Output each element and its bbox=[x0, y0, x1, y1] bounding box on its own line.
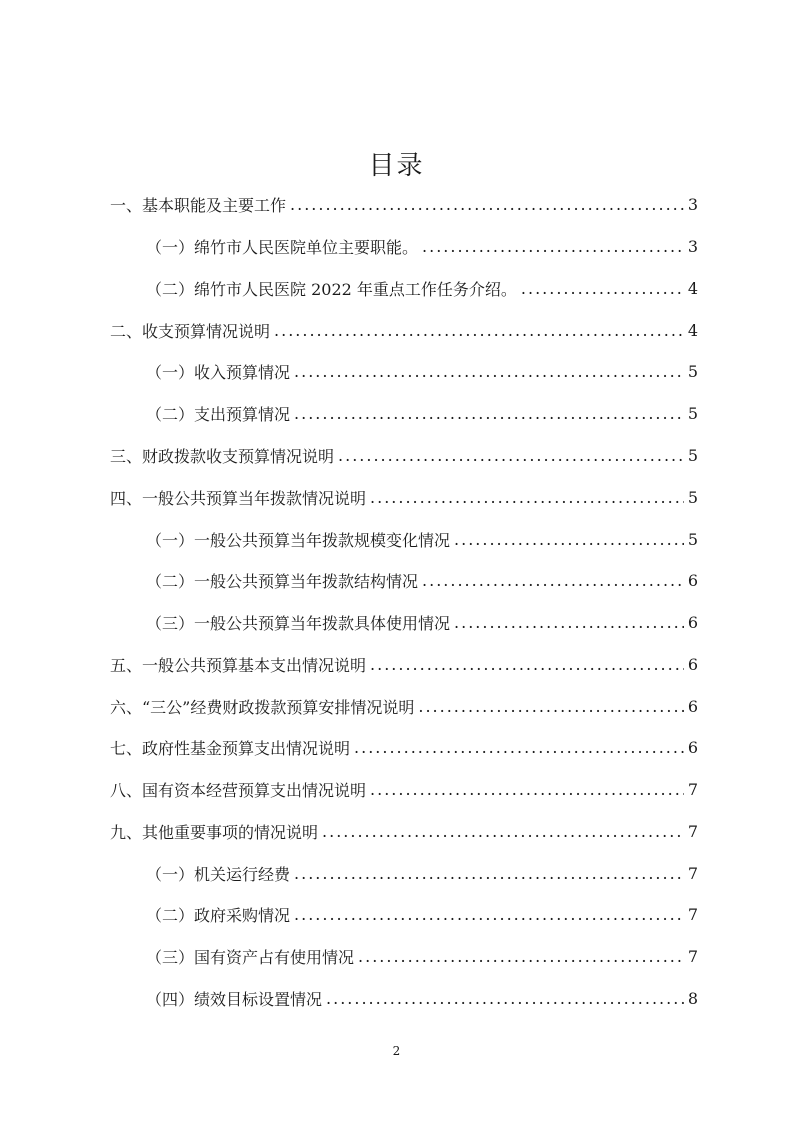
toc-entry[interactable] bbox=[110, 393, 698, 435]
page-number: 2 bbox=[392, 1044, 401, 1058]
toc-leader-dots bbox=[454, 613, 684, 632]
toc-entry-text: 七、政府性基金预算支出情况说明 bbox=[110, 739, 351, 759]
toc-leader-dots bbox=[354, 738, 684, 757]
toc-entry-page: 6 bbox=[687, 613, 698, 633]
toc-entry[interactable] bbox=[110, 226, 698, 268]
toc-leader-dots bbox=[422, 571, 684, 590]
toc-entry-text: 四、一般公共预算当年拨款情况说明 bbox=[110, 488, 367, 508]
toc-entry-page: 7 bbox=[687, 905, 698, 925]
toc-entry-page: 7 bbox=[687, 863, 698, 883]
toc-entry-page: 5 bbox=[687, 404, 698, 424]
toc-entry-text: 二、收支预算情况说明 bbox=[110, 321, 271, 341]
toc-entry-page: 7 bbox=[687, 947, 698, 967]
toc-entry[interactable] bbox=[110, 810, 698, 852]
toc-entry-text: （三）国有资产占有使用情况 bbox=[146, 948, 355, 968]
toc-entry-page: 6 bbox=[687, 696, 698, 716]
toc-leader-dots bbox=[454, 530, 684, 549]
toc-entry[interactable] bbox=[110, 476, 698, 518]
toc-entry-page: 6 bbox=[687, 654, 698, 674]
toc-leader-dots bbox=[370, 780, 684, 799]
toc-entry-text: 六、“三公”经费财政拨款预算安排情况说明 bbox=[110, 697, 415, 717]
toc-leader-dots bbox=[370, 655, 684, 674]
toc-entry-page: 3 bbox=[687, 237, 698, 257]
toc-leader-dots bbox=[294, 864, 684, 883]
toc-entry[interactable] bbox=[110, 727, 698, 769]
table-of-contents bbox=[110, 184, 698, 1019]
toc-entry[interactable] bbox=[110, 936, 698, 978]
toc-entry-page: 5 bbox=[687, 487, 698, 507]
toc-entry[interactable] bbox=[110, 852, 698, 894]
toc-entry[interactable] bbox=[110, 685, 698, 727]
toc-leader-dots bbox=[274, 321, 684, 340]
toc-entry[interactable] bbox=[110, 435, 698, 477]
toc-entry-page: 7 bbox=[687, 780, 698, 800]
toc-entry-text: （三）一般公共预算当年拨款具体使用情况 bbox=[146, 614, 451, 634]
toc-leader-dots bbox=[326, 989, 684, 1008]
toc-entry-page: 8 bbox=[687, 988, 698, 1008]
toc-entry-page: 6 bbox=[687, 571, 698, 591]
toc-leader-dots bbox=[294, 905, 684, 924]
toc-entry-text: （一）收入预算情况 bbox=[146, 363, 291, 383]
toc-entry-text: （一）一般公共预算当年拨款规模变化情况 bbox=[146, 530, 451, 550]
toc-entry-text: （二）绵竹市人民医院 2022 年重点工作任务介绍。 bbox=[146, 279, 517, 299]
toc-entry[interactable] bbox=[110, 560, 698, 602]
toc-entry-page: 4 bbox=[687, 278, 698, 298]
toc-leader-dots bbox=[338, 446, 684, 465]
toc-entry-page: 4 bbox=[687, 320, 698, 340]
toc-entry[interactable] bbox=[110, 978, 698, 1020]
toc-entry[interactable] bbox=[110, 643, 698, 685]
toc-leader-dots bbox=[290, 195, 684, 214]
toc-entry[interactable] bbox=[110, 184, 698, 226]
toc-entry[interactable] bbox=[110, 769, 698, 811]
page-title: 目录 bbox=[368, 151, 425, 181]
toc-entry[interactable] bbox=[110, 309, 698, 351]
toc-entry-text: 九、其他重要事项的情况说明 bbox=[110, 822, 319, 842]
toc-entry-page: 5 bbox=[687, 362, 698, 382]
toc-entry-page: 7 bbox=[687, 821, 698, 841]
toc-entry[interactable] bbox=[110, 894, 698, 936]
toc-entry-text: 八、国有资本经营预算支出情况说明 bbox=[110, 781, 367, 801]
toc-entry-page: 3 bbox=[687, 195, 698, 215]
toc-entry-text: 一、基本职能及主要工作 bbox=[110, 196, 287, 216]
toc-entry-page: 5 bbox=[687, 445, 698, 465]
toc-entry[interactable] bbox=[110, 602, 698, 644]
toc-entry[interactable] bbox=[110, 351, 698, 393]
toc-entry-text: （二）一般公共预算当年拨款结构情况 bbox=[146, 572, 419, 592]
toc-leader-dots bbox=[294, 404, 684, 423]
toc-entry-text: （一）绵竹市人民医院单位主要职能。 bbox=[146, 238, 419, 258]
toc-entry-text: （四）绩效目标设置情况 bbox=[146, 989, 323, 1009]
toc-entry-page: 6 bbox=[687, 738, 698, 758]
toc-leader-dots bbox=[521, 279, 684, 298]
toc-entry-text: 五、一般公共预算基本支出情况说明 bbox=[110, 655, 367, 675]
toc-entry-page: 5 bbox=[687, 529, 698, 549]
toc-entry[interactable] bbox=[110, 518, 698, 560]
toc-entry[interactable] bbox=[110, 268, 698, 310]
toc-leader-dots bbox=[322, 822, 684, 841]
toc-entry-text: 三、财政拨款收支预算情况说明 bbox=[110, 446, 335, 466]
toc-leader-dots bbox=[358, 947, 684, 966]
toc-entry-text: （一）机关运行经费 bbox=[146, 864, 291, 884]
toc-leader-dots bbox=[422, 237, 684, 256]
toc-leader-dots bbox=[370, 488, 684, 507]
toc-leader-dots bbox=[418, 697, 683, 716]
toc-leader-dots bbox=[294, 362, 684, 381]
toc-entry-text: （二）政府采购情况 bbox=[146, 906, 291, 926]
toc-entry-text: （二）支出预算情况 bbox=[146, 405, 291, 425]
